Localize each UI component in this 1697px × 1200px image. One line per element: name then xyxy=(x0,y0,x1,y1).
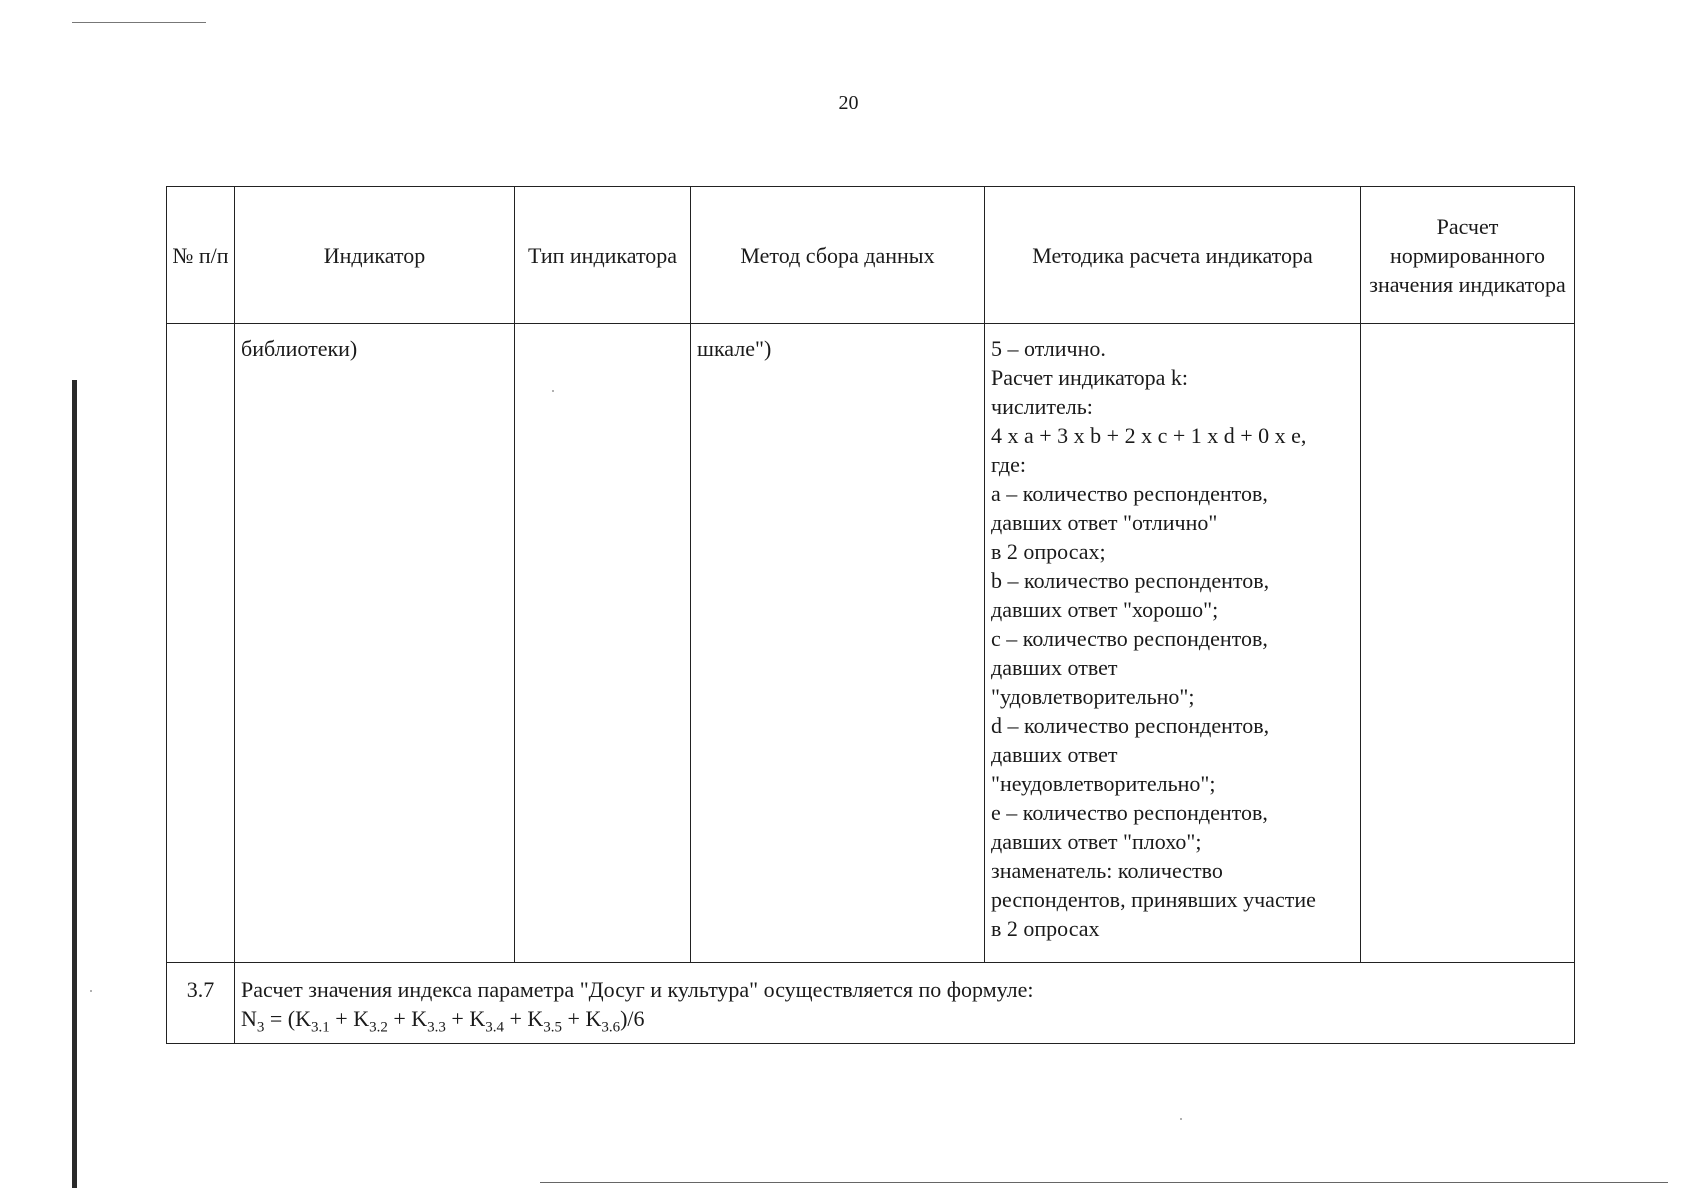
calculation-lines xyxy=(985,324,1360,943)
header-indicator xyxy=(235,187,515,324)
footer-number xyxy=(167,963,235,1044)
formula-symbol: K xyxy=(469,1006,486,1031)
header-indicator-label: Индикатор xyxy=(323,242,426,268)
calculation-line: давших ответ "хорошо"; xyxy=(991,597,1219,622)
calculation-line: давших ответ xyxy=(991,655,1118,680)
cell-type xyxy=(515,324,691,963)
formula-operator: + xyxy=(503,1006,528,1031)
cell-indicator-text: библиотеки) xyxy=(241,336,358,361)
header-calculation-label: Методика расчета индикатора xyxy=(1032,242,1313,268)
cell-calculation xyxy=(985,324,1361,963)
cell-normalized xyxy=(1361,324,1575,963)
table-header-row xyxy=(167,187,1575,324)
calculation-line: где: xyxy=(991,452,1026,477)
scan-speck xyxy=(1180,1118,1182,1120)
calculation-line: c – количество респондентов, xyxy=(991,626,1268,651)
header-normalized-label: Расчет нормированного значения индикатора xyxy=(1369,213,1566,297)
formula xyxy=(241,1004,1568,1036)
header-number xyxy=(167,187,235,324)
footer-description: Расчет значения индекса параметра "Досуг и культура" осуществляется по формуле: xyxy=(241,977,1034,1002)
table-row xyxy=(167,324,1575,963)
header-type-label: Тип индикатора xyxy=(527,242,678,268)
scan-edge-mark-left xyxy=(72,380,77,1188)
header-normalized xyxy=(1361,187,1575,324)
calculation-line: "удовлетворительно"; xyxy=(991,684,1195,709)
formula-symbol: K xyxy=(353,1006,370,1031)
formula-symbol: N xyxy=(241,1006,257,1031)
calculation-line: 4 x a + 3 x b + 2 x c + 1 x d + 0 x e, xyxy=(991,423,1307,448)
calculation-line: давших ответ xyxy=(991,742,1118,767)
calculation-line: давших ответ "плохо"; xyxy=(991,829,1202,854)
header-method xyxy=(691,187,985,324)
cell-method xyxy=(691,324,985,963)
formula-subscript: 3.4 xyxy=(485,1019,504,1036)
formula-operator: + xyxy=(562,1006,586,1031)
cell-method-text: шкале") xyxy=(697,336,772,361)
header-number-label: № п/п xyxy=(172,242,229,268)
calculation-line: e – количество респондентов, xyxy=(991,800,1268,825)
footer-number-text: 3.7 xyxy=(186,977,215,1002)
calculation-line: респондентов, принявших участие xyxy=(991,887,1316,912)
calculation-line: числитель: xyxy=(991,394,1093,419)
calculation-line: Расчет индикатора k: xyxy=(991,365,1189,390)
formula-operator: + xyxy=(329,1006,354,1031)
scan-edge-mark-bottom xyxy=(540,1182,1668,1183)
header-method-label: Метод сбора данных xyxy=(740,242,935,268)
calculation-line: b – количество респондентов, xyxy=(991,568,1270,593)
formula-subscript: 3 xyxy=(256,1019,265,1036)
calculation-line: в 2 опросах xyxy=(991,916,1100,941)
formula-symbol: K xyxy=(295,1006,312,1031)
calculation-line: "неудовлетворительно"; xyxy=(991,771,1216,796)
formula-symbol: K xyxy=(585,1006,602,1031)
formula-subscript: 3.2 xyxy=(369,1019,388,1036)
calculation-line: давших ответ "отлично" xyxy=(991,510,1218,535)
formula-operator: )/6 xyxy=(620,1006,645,1031)
cell-indicator xyxy=(235,324,515,963)
formula-operator: + xyxy=(445,1006,470,1031)
scan-speck xyxy=(90,990,92,992)
calculation-line: a – количество респондентов, xyxy=(991,481,1268,506)
calculation-line: знаменатель: количество xyxy=(991,858,1223,883)
calculation-line: 5 – отлично. xyxy=(991,336,1106,361)
formula-symbol: K xyxy=(411,1006,428,1031)
formula-subscript: 3.3 xyxy=(427,1019,446,1036)
formula-subscript: 3.6 xyxy=(601,1019,621,1036)
formula-subscript: 3.5 xyxy=(543,1019,563,1036)
header-calculation xyxy=(985,187,1361,324)
formula-operator: = ( xyxy=(264,1006,296,1031)
calculation-line: d – количество респондентов, xyxy=(991,713,1270,738)
footer-formula-cell xyxy=(235,963,1575,1044)
indicator-table xyxy=(166,186,1575,1044)
formula-symbol: K xyxy=(527,1006,544,1031)
calculation-line: в 2 опросах; xyxy=(991,539,1106,564)
header-type xyxy=(515,187,691,324)
scan-edge-mark-top xyxy=(72,22,206,23)
cell-number xyxy=(167,324,235,963)
formula-subscript: 3.1 xyxy=(311,1019,330,1036)
table-footer-row xyxy=(167,963,1575,1044)
formula-operator: + xyxy=(387,1006,412,1031)
page-number: 20 xyxy=(838,92,859,114)
